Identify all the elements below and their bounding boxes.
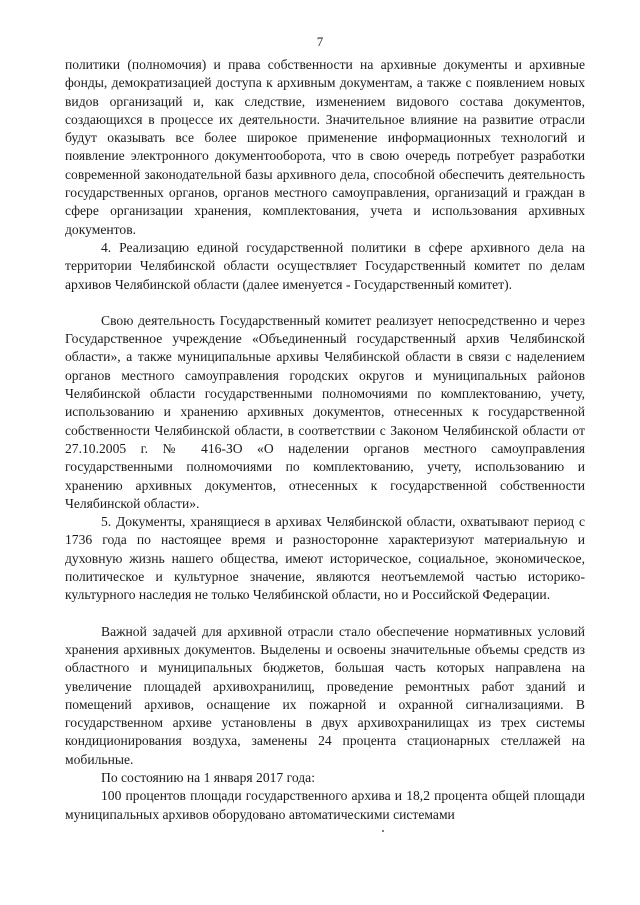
paragraph-item-5: 5. Документы, хранящиеся в архивах Челябинской области, охватывают период с 1736 года по настоящее время и разносторонне характеризуют материальную и духовную жизнь нашего общества, имеют историческое, социальное, экономическое, политическое и культурное значение, являются неотъемлемой частью историко-культурного наследия не только Челябинской области, но и Российской Федерации.	[65, 514, 585, 603]
paragraph-status-date: По состоянию на 1 января 2017 года:	[101, 769, 315, 785]
document-body	[65, 56, 585, 824]
page-number: 7	[316, 34, 324, 49]
paragraph-item-4: 4. Реализацию единой государственной политики в сфере архивного дела на территории Челябинской области осуществляет Государственный комитет по делам архивов Челябинской области (далее именуется - Государственный комитет).	[65, 239, 585, 292]
paragraph-percent-area: 100 процентов площади государственного архива и 18,2 процента общей площади муниципальных архивов оборудовано автоматическими системами	[65, 788, 585, 822]
paragraph-committee-activity: Свою деятельность Государственный комитет реализует непосредственно и через Государственное учреждение «Объединенный государственный архив Челябинской области», а также муниципальные архивы Челябинской области в связи с наделением органов местного самоуправления городских округов и муниципальных районов Челябинской области государственными полномочиями по комплектованию, учету, использованию и хранению архивных документов, отнесенных к государственной собственности Челябинской области, в соответствии с Законом Челябинской области от 27.10.2005 г. № 416-ЗО «О наделении органов местного самоуправления государственными полномочиями по комплектованию, учету, использованию и хранению архивных документов, отнесенных к государственной собственности Челябинской области».	[65, 312, 585, 511]
scan-artifact	[382, 830, 384, 832]
paragraph-continuation: политики (полномочия) и права собственности на архивные документы и архивные фонды, демократизацией доступа к архивным документам, а также с появлением новых видов организаций и, как следствие, изменением видового состава документов, создающихся в процессе их деятельности. Значительное влияние на развитие отрасли будут оказывать все более широкое применение информационных технологий и появление электронного документооборота, что в свою очередь потребует разработки современной законодательной базы архивного дела, способной обеспечить деятельность государственных органов, органов местного самоуправления, организаций и граждан в сфере организации хранения, комплектования, учета и использования архивных документов.	[65, 57, 585, 237]
paragraph-storage-conditions: Важной задачей для архивной отрасли стало обеспечение нормативных условий хранения архивных документов. Выделены и освоены значительные объемы средств из областного и муниципальных бюджетов, большая часть которых направлена на увеличение площадей архивохранилищ, проведение ремонтных работ зданий и помещений архивов, оснащение их пожарной и охранной сигнализациями. В государственном архиве установлены в двух архивохранилищах из трех системы кондиционирования воздуха, заменены 24 процента стационарных стеллажей на мобильные.	[65, 623, 585, 767]
